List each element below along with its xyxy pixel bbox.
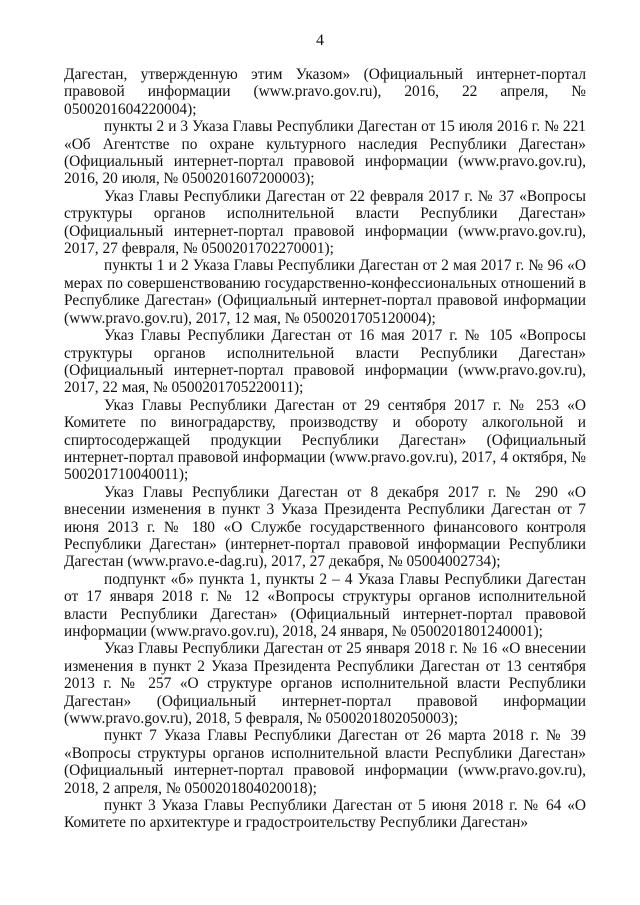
paragraph: Указ Главы Республики Дагестан от 25 января 2018 г. № 16 «О внесении изменения в пункт 2 Указа Президента Республики Дагестан от 13 сентября 2013 г. № 257 «О структуре органов исполнительной власти Республики Дагестан» (Официальный интернет-портал правовой информации (www.pravo.gov.ru), 2018, 5 февраля, № 0500201802050003);	[64, 640, 586, 728]
page-number: 4	[316, 32, 324, 49]
paragraph: пункт 7 Указа Главы Республики Дагестан от 26 марта 2018 г. № 39 «Вопросы структуры органов исполнительной власти Республики Дагестан» (Официальный интернет-портал правовой информации (www.pravo.gov.ru), 2018, 2 апреля, № 0500201804020018);	[64, 727, 586, 797]
paragraph: пункты 2 и 3 Указа Главы Республики Дагестан от 15 июля 2016 г. № 221 «Об Агентстве по охране культурного наследия Республики Дагестан» (Официальный интернет-портал правовой информации (www.pravo.gov.ru), 2016, 20 июля, № 0500201607200003);	[64, 118, 586, 188]
paragraph: подпункт «б» пункта 1, пункты 2 – 4 Указа Главы Республики Дагестан от 17 января 2018 г. № 12 «Вопросы структуры органов исполнительной власти Республики Дагестан» (Официальный интернет-портал правовой информации (www.pravo.gov.ru), 2018, 24 января, № 0500201801240001);	[64, 570, 586, 640]
paragraph: пункт 3 Указа Главы Республики Дагестан от 5 июня 2018 г. № 64 «О Комитете по архитектуре и градостроительству Республики Дагестан»	[64, 797, 586, 832]
paragraph: Указ Главы Республики Дагестан от 16 мая 2017 г. № 105 «Вопросы структуры органов исполнительной власти Республики Дагестан» (Официальный интернет-портал правовой информации (www.pravo.gov.ru), 2017, 22 мая, № 0500201705220011);	[64, 327, 586, 397]
document-body	[64, 66, 586, 832]
paragraph-continuation: Дагестан, утвержденную этим Указом» (Официальный интернет-портал правовой информации (www.pravo.gov.ru), 2016, 22 апреля, № 0500201604220004);	[64, 66, 586, 118]
paragraph: Указ Главы Республики Дагестан от 22 февраля 2017 г. № 37 «Вопросы структуры органов исполнительной власти Республики Дагестан» (Официальный интернет-портал правовой информации (www.pravo.gov.ru), 2017, 27 февраля, № 0500201702270001);	[64, 187, 586, 258]
paragraph: Указ Главы Республики Дагестан от 29 сентября 2017 г. № 253 «О Комитете по виноградарству, производству и обороту алкогольной и спиртосодержащей продукции Республики Дагестан» (Официальный интернет-портал правовой информации (www.pravo.gov.ru), 2017, 4 октября, № 500201710040011);	[64, 396, 586, 484]
paragraph: Указ Главы Республики Дагестан от 8 декабря 2017 г. № 290 «О внесении изменения в пункт 3 Указа Президента Республики Дагестан от 7 июня 2013 г. № 180 «О Службе государственного финансового контроля Республики Дагестан» (интернет-портал правовой информации Республики Дагестан (www.pravo.e-dag.ru), 2017, 27 декабря, № 05004002734);	[64, 483, 586, 571]
paragraph: пункты 1 и 2 Указа Главы Республики Дагестан от 2 мая 2017 г. № 96 «О мерах по совершенствованию государственно-конфессиональных отношений в Республике Дагестан» (Официальный интернет-портал правовой информации (www.pravo.gov.ru), 2017, 12 мая, № 0500201705120004);	[64, 257, 586, 327]
